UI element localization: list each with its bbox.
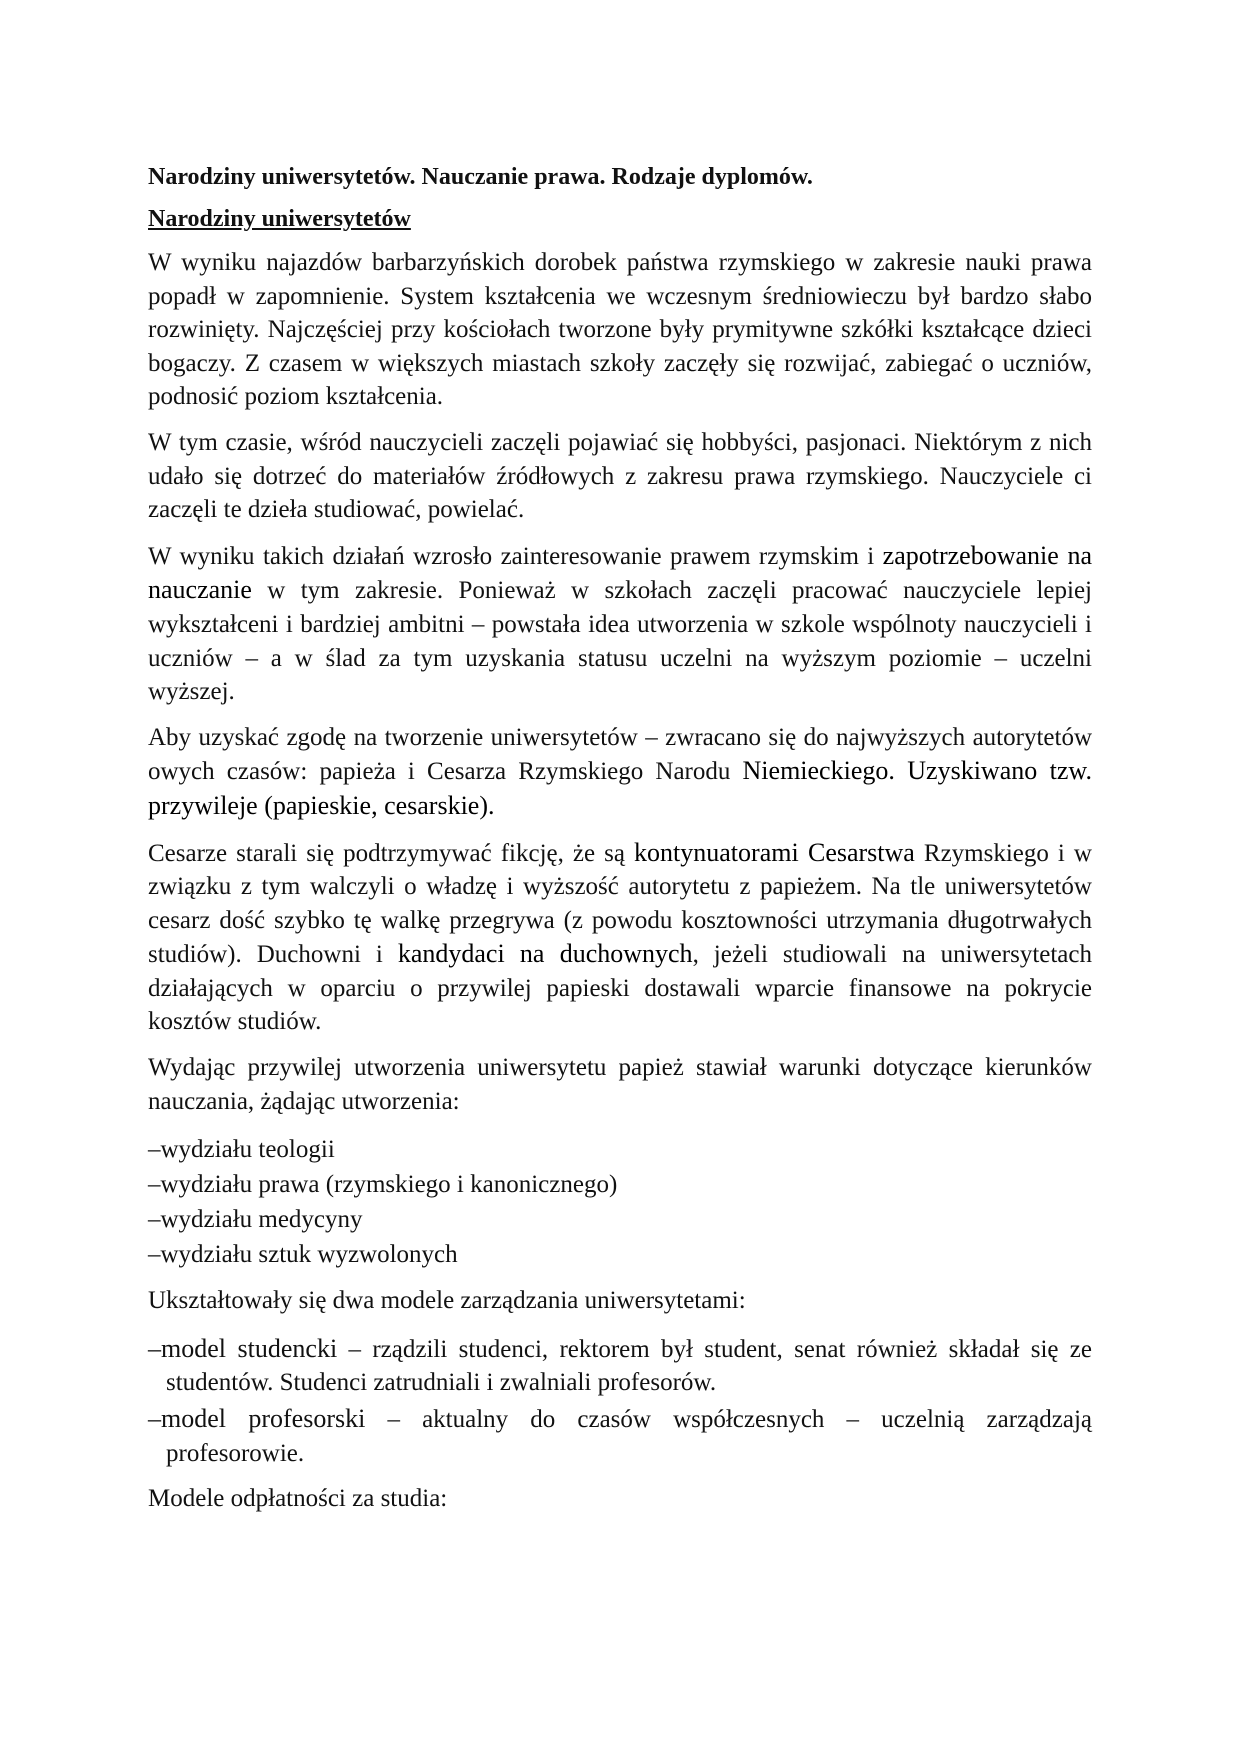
paragraph-5-highlight-1: kontynuatorami Cesarstwa: [634, 837, 915, 867]
paragraph-4: [148, 721, 1092, 824]
paragraph-5-highlight-2: kandydaci na duchownych: [397, 939, 693, 969]
list-item: –wydziału teologii: [148, 1136, 335, 1164]
section-heading: Narodziny uniwersytetów: [148, 206, 411, 232]
list-item: [148, 1332, 1092, 1400]
list-item: [148, 1402, 1092, 1470]
paragraph-3-highlight: zapotrzebowanie na nauczanie: [148, 540, 1092, 605]
paragraph-8: Modele odpłatności za studia:: [148, 1485, 448, 1513]
paragraph-5-part-e: , jeżeli studiowali na uniwersytetach działających w oparciu o przywilej papieski dostawali wparcie finansowe na pokrycie kosztów studiów.: [148, 941, 1092, 1036]
paragraph-6: Wydając przywilej utworzenia uniwersytetu papież stawiał warunki dotyczące kierunków nauczania, żądając utworzenia:: [148, 1054, 1092, 1115]
paragraph-5: [148, 836, 1092, 1040]
paragraph-3: [148, 539, 1092, 709]
paragraph-7: Ukształtowały się dwa modele zarządzania uniwersytetami:: [148, 1287, 746, 1315]
list-item: –wydziału prawa (rzymskiego i kanonicznego): [148, 1171, 618, 1199]
paragraph-3-part-c: w tym zakresie. Ponieważ w szkołach zaczęli pracować nauczyciele lepiej wykształceni i bardziej ambitni – powstała idea utworzenia w szkole wspólnoty nauczycieli i uczniów – a w ślad za tym uzyskania statusu uczelni na wyższym poziomie – uczelni wyższej.: [148, 577, 1092, 706]
list-item: –wydziału sztuk wyzwolonych: [148, 1241, 458, 1269]
model-description: – rządzili studenci, rektorem był student, senat również składał się ze studentów. Studenci zatrudniali i zwalniali profesorów.: [166, 1335, 1092, 1397]
management-models-list: [148, 1332, 1092, 1470]
faculty-list: [148, 1132, 1092, 1272]
model-term: –model studencki: [148, 1333, 338, 1363]
list-item: –wydziału medycyny: [148, 1206, 363, 1234]
paragraph-4-highlight: Niemieckiego. Uzyskiwano tzw. przywileje (papieskie, cesarskie).: [148, 756, 1092, 820]
paragraph-2: W tym czasie, wśród nauczycieli zaczęli pojawiać się hobbyści, pasjonaci. Niektórym z nich udało się dotrzeć do materiałów źródłowych z zakresu prawa rzymskiego. Nauczyciele ci zaczęli te dzieła studiować, powielać.: [148, 428, 1092, 524]
paragraph-5-part-a: Cesarze starali się podtrzymywać fikcję, że są: [148, 839, 635, 867]
paragraph-5-part-c: Rzymskiego i w związku z tym walczyli o władzę i wyższość autorytetu z papieżem. Na tle uniwersytetów cesarz dość szybko tę walkę przegrywa (z powodu kosztowności utrzymania długotrwałych studiów). Duchowni i: [148, 839, 1092, 969]
model-description: – aktualny do czasów współczesnych – uczelnią zarządzają profesorowie.: [166, 1406, 1092, 1467]
page-title: Narodziny uniwersytetów. Nauczanie prawa. Rodzaje dyplomów.: [148, 164, 813, 190]
paragraph-4-part-a: Aby uzyskać zgodę na tworzenie uniwersytetów – zwracano się do najwyższych autorytetów owych czasów: papieża i Cesarza Rzymskiego Narodu: [148, 723, 1092, 786]
paragraph-3-part-a: W wyniku takich działań wzrosło zainteresowanie prawem rzymskim i: [148, 542, 883, 570]
model-term: –model profesorski: [148, 1404, 366, 1434]
paragraph-1: W wyniku najazdów barbarzyńskich dorobek państwa rzymskiego w zakresie nauki prawa popadł w zapomnienie. System kształcenia we wczesnym średniowieczu był bardzo słabo rozwinięty. Najczęściej przy kościołach tworzone były prymitywne szkółki kształcące dzieci bogaczy. Z czasem w większych miastach szkoły zaczęły się rozwijać, zabiegać o uczniów, podnosić poziom kształcenia.: [148, 249, 1092, 411]
